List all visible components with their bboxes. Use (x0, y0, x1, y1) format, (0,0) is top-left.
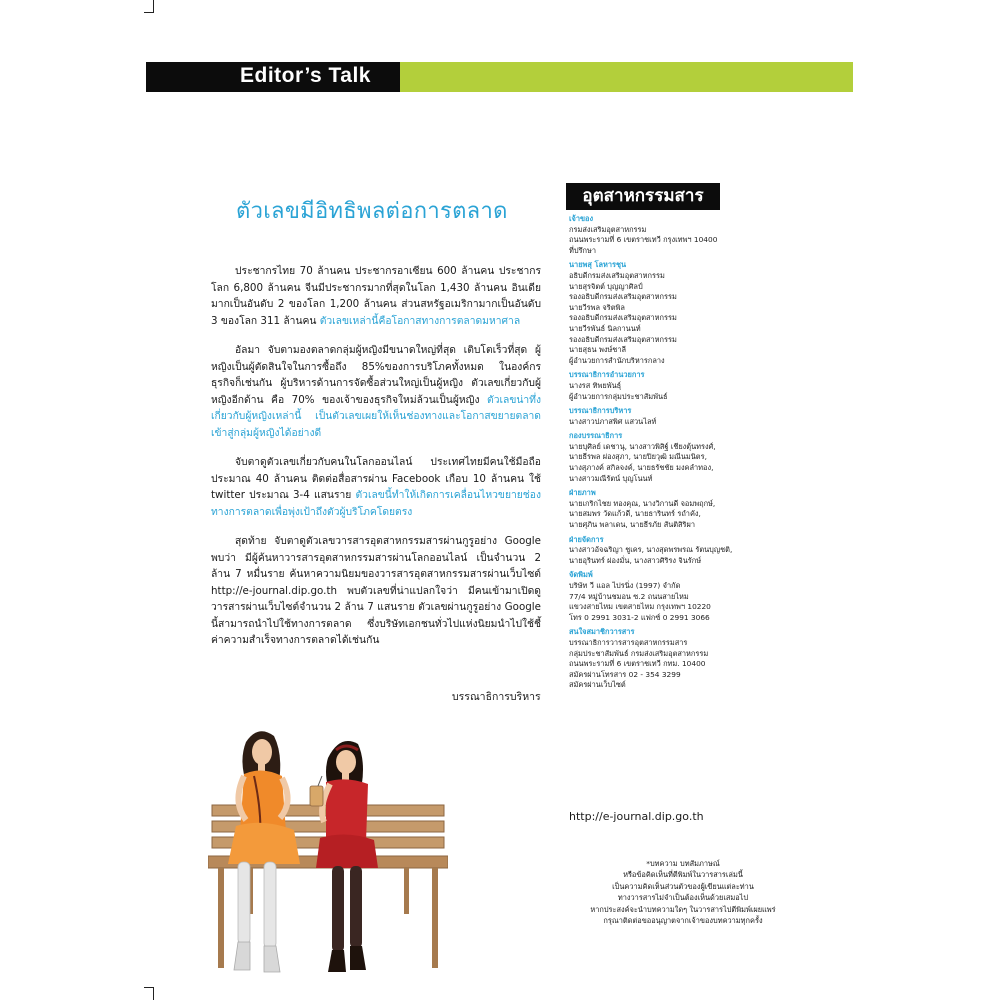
credit-line: นางสาวมณีรัตน์ บุญโนนท์ (569, 473, 653, 483)
crop-mark-bottom-h (144, 987, 154, 988)
credit-line: นางสาวปภาสพิศ แสวนไลท์ (569, 416, 657, 426)
credit-label: ฝ่ายจัดการ (569, 534, 604, 544)
article-body (211, 263, 541, 662)
credit-line: กรมส่งเสริมอุตสาหกรรม (569, 224, 647, 234)
credit-line: นางสุภางค์ สกิลจงค์, นายธรัชชัย มงคลำทอง, (569, 463, 714, 473)
credit-line: รองอธิบดีกรมส่งเสริมอุตสาหกรรม (569, 292, 677, 302)
credit-line: รองอธิบดีกรมส่งเสริมอุตสาหกรรม (569, 334, 677, 344)
credit-label: กองบรรณาธิการ (569, 431, 623, 441)
paragraph-highlight: ตัวเลขนี้ทำให้เกิดการเคลื่อนไหวขยายช่องทางการตลาดเพื่อพุ่งเป้าถึงตัวผู้บริโภคโดยตรง (211, 489, 541, 518)
credits-column (569, 214, 769, 695)
section-title: Editor’s Talk (240, 64, 371, 87)
paragraph (211, 454, 541, 520)
credit-line: อธิบดีกรมส่งเสริมอุตสาหกรรม (569, 270, 665, 280)
crop-mark-bottom (153, 987, 154, 1000)
credit-label: สนใจสมาชิกวารสาร (569, 627, 635, 637)
credit-line: โทร 0 2991 3031-2 แฟกซ์ 0 2991 3066 (569, 612, 710, 622)
credit-section (569, 214, 769, 256)
credit-line: ถนนพระรามที่ 6 เขตราชเทวี กรุงเทพฯ 10400 (569, 235, 718, 245)
credit-section (569, 488, 769, 530)
credit-line: นายธีรพล ผ่องสุภา, นายปิยวุฒิ มณีนมนิตร, (569, 452, 707, 462)
credit-section (569, 431, 769, 484)
paragraph (211, 342, 541, 441)
credit-line: บรรณาธิการวารสารอุตสาหกรรมสาร (569, 637, 688, 647)
credit-section (569, 260, 769, 366)
crop-mark-top-h (144, 12, 154, 13)
paragraph-text: สุดท้าย จับตาดูตัวเลขวารสารอุตสาหกรรมสารผ่านกูรูอย่าง Google พบว่า มีผู้ค้นหาวารสารอุตสาหกรรมสารผ่านโลกออนไลน์ เป็นจำนวน 2 ล้าน 7 หมื่นราย ค้นหาความนิยมของวารสารอุตสาหกรรมสารผ่านเว็บไซต์ http://e-journal.dip.go.th พบตัวเลขที่น่าแปลกใจว่า มีคนเข้ามาเปิดดูวารสารผ่านเว็บไซต์จำนวน 2 ล้าน 7 แสนราย ตัวเลขผ่านกูรูอย่าง Google นี้สามารถนำไปใช้ทางการตลาด ซึ่งบริษัทเอกชนทั่วไปแห่งนิยมนำไปใช้ชี้ค่าความสำเร็จทางการตลาดได้เช่นกัน (211, 535, 541, 646)
credit-label: เจ้าของ (569, 214, 594, 223)
credit-label: บรรณาธิการบริหาร (569, 406, 632, 416)
header-band (146, 62, 853, 92)
credit-line: สมัครผ่านโทรสาร 02 - 354 3299 (569, 669, 681, 679)
credit-line: กลุ่มประชาสัมพันธ์ กรมส่งเสริมอุตสาหกรรม (569, 648, 709, 658)
credit-section (569, 535, 769, 567)
paragraph-text: อัลมา จับตามองตลาดกลุ่มผู้หญิงมีขนาดใหญ่ที่สุด เติบโตเร็วที่สุด ผู้หญิงเป็นผู้ตัดสินใจในการซื้อถึง 85%ของการบริโภคทั้งหมด ในองค์กรธุรกิจก็เช่นกัน ผู้บริหารด้านการจัดซื้อส่วนใหญ่เป็นผู้หญิง ตัวเลขเกี่ยวกับผู้หญิงอีกด้าน คือ 70% ของเจ้าของธุรกิจใหม่ล้วนเป็นผู้หญิง (211, 344, 541, 406)
credit-label: นายพสุ โลหารชุน (569, 260, 627, 270)
two-women-bench-illustration (208, 722, 448, 977)
header-black-block (146, 62, 400, 92)
credit-line: ที่ปรึกษา (569, 245, 597, 255)
note-line: หรือข้อคิดเห็นที่ตีพิมพ์ในวารสารเล่มนี้ (623, 870, 743, 880)
credit-line: นายวีรพล จริตพิล (569, 302, 625, 312)
magazine-masthead: อุตสาหกรรมสาร (566, 183, 720, 210)
credit-line: รองอธิบดีกรมส่งเสริมอุตสาหกรรม (569, 313, 677, 323)
credit-section (569, 570, 769, 623)
credit-line: นายเกริกไชย ทองคุณ, นางวิกานดี จอมพฤกษ์, (569, 498, 716, 508)
credit-section (569, 370, 769, 402)
credit-line: นายสุรจิตต์ บุญญาศิลป์ (569, 281, 643, 291)
note-line: ทางวารสารไม่จำเป็นต้องเห็นด้วยเสมอไป (617, 893, 749, 903)
credit-section (569, 627, 769, 691)
note-line: กรุณาติดต่อขออนุญาตจากเจ้าของบทความทุกครั้ง (603, 916, 763, 926)
paragraph (211, 263, 541, 329)
note-line: เป็นความคิดเห็นส่วนตัวของผู้เขียนแต่ละท่าน (612, 881, 754, 891)
credit-line: นายบุศิลย์ เดชานุ, นางสาวพิสิฐ์ เชียงตุ้นทรงศ์, (569, 441, 716, 451)
credit-line: แขวงสายไหม เขตสายไหม กรุงเทพฯ 10220 (569, 602, 711, 612)
paragraph-text: จับตาดูตัวเลขเกี่ยวกับคนในโลกออนไลน์ ประเทศไทยมีคนใช้มือถือประมาณ 40 ล้านคน ติดต่อสื่อสารผ่าน Facebook เกือบ 10 ล้านคน ใช้ twitter ประมาณ 3-4 แสนราย (211, 456, 541, 501)
credit-line: นางสาวอัจฉริญา ชูเคร, นางสุดพรพรณ รัตนบุญชติ, (569, 545, 733, 555)
paragraph-highlight: ตัวเลขน่าทึ่งเกี่ยวกับผู้หญิงเหล่านี้ เป็นตัวเลขเผยให้เห็นช่องทางและโอกาสขยายตลาดเข้าสู่กลุ่มผู้หญิงได้อย่างดี (211, 393, 541, 439)
editor-signature: บรรณาธิการบริหาร (452, 691, 541, 703)
paragraph-text: ประชากรไทย 70 ล้านคน ประชากรอาเซียน 600 ล้านคน ประชากรโลก 6,800 ล้านคน จีนมีประชากรมากที่สุดในโลก 1,430 ล้านคน อินเดียมากเป็นอันดับ 2 ของโลก 1,200 ล้านคน ส่วนสหรัฐอเมริกามากเป็นอันดับ 3 ของโลก 311 ล้านคน (211, 265, 541, 327)
paragraph (211, 533, 541, 649)
note-line: หากประสงค์จะนำบทความใดๆ ในวารสารไปตีพิมพ์เผยแพร่ (590, 904, 776, 914)
credit-label: ฝ่ายภาพ (569, 488, 596, 498)
note-line: *บทความ บทสัมภาษณ์ (646, 859, 720, 868)
disclaimer-note (578, 858, 788, 926)
credit-line: นายสมพร วัดแก้วดี, นายธารินทร์ รถำคัง, (569, 509, 701, 519)
credit-line: สมัครผ่านเว็บไซต์ (569, 680, 626, 690)
credit-line: นายวีรพันธ์ นิลกานนท์ (569, 323, 641, 333)
article-headline: ตัวเลขมีอิทธิพลต่อการตลาด (236, 199, 508, 224)
credit-line: บริษัท วี แอล ไปรนิ่ง (1997) จำกัด (569, 581, 681, 590)
credit-line: ผู้อำนวยการกลุ่มประชาสัมพันธ์ (569, 391, 668, 401)
credit-line: ถนนพระรามที่ 6 เขตราชเทวี กทม. 10400 (569, 659, 706, 669)
credit-label: จัดพิมพ์ (569, 570, 593, 580)
credit-line: นางรส ทิพยพันธุ์ (569, 380, 622, 390)
credit-line: นายสุธน พงษ์ชาลี (569, 345, 627, 355)
journal-website-link[interactable]: http://e-journal.dip.go.th (569, 810, 704, 823)
credit-line: ผู้อำนวยการสำนักบริหารกลาง (569, 355, 665, 365)
credit-section (569, 406, 769, 427)
credit-line: 77/4 หมู่บ้านชมอน ซ.2 ถนนสายไหม (569, 591, 689, 601)
paragraph-highlight: ตัวเลขเหล่านี้คือโอกาสทางการตลาดมหาศาล (319, 314, 521, 327)
credit-line: นายอุรินทร์ ผ่องมั่น, นางสาวศิริรง จินรักษ์ (569, 555, 702, 565)
credit-line: นายศุภิน พลาเดน, นายธีรภัย สันติสิริผา (569, 520, 696, 530)
credit-label: บรรณาธิการอำนวยการ (569, 370, 645, 380)
